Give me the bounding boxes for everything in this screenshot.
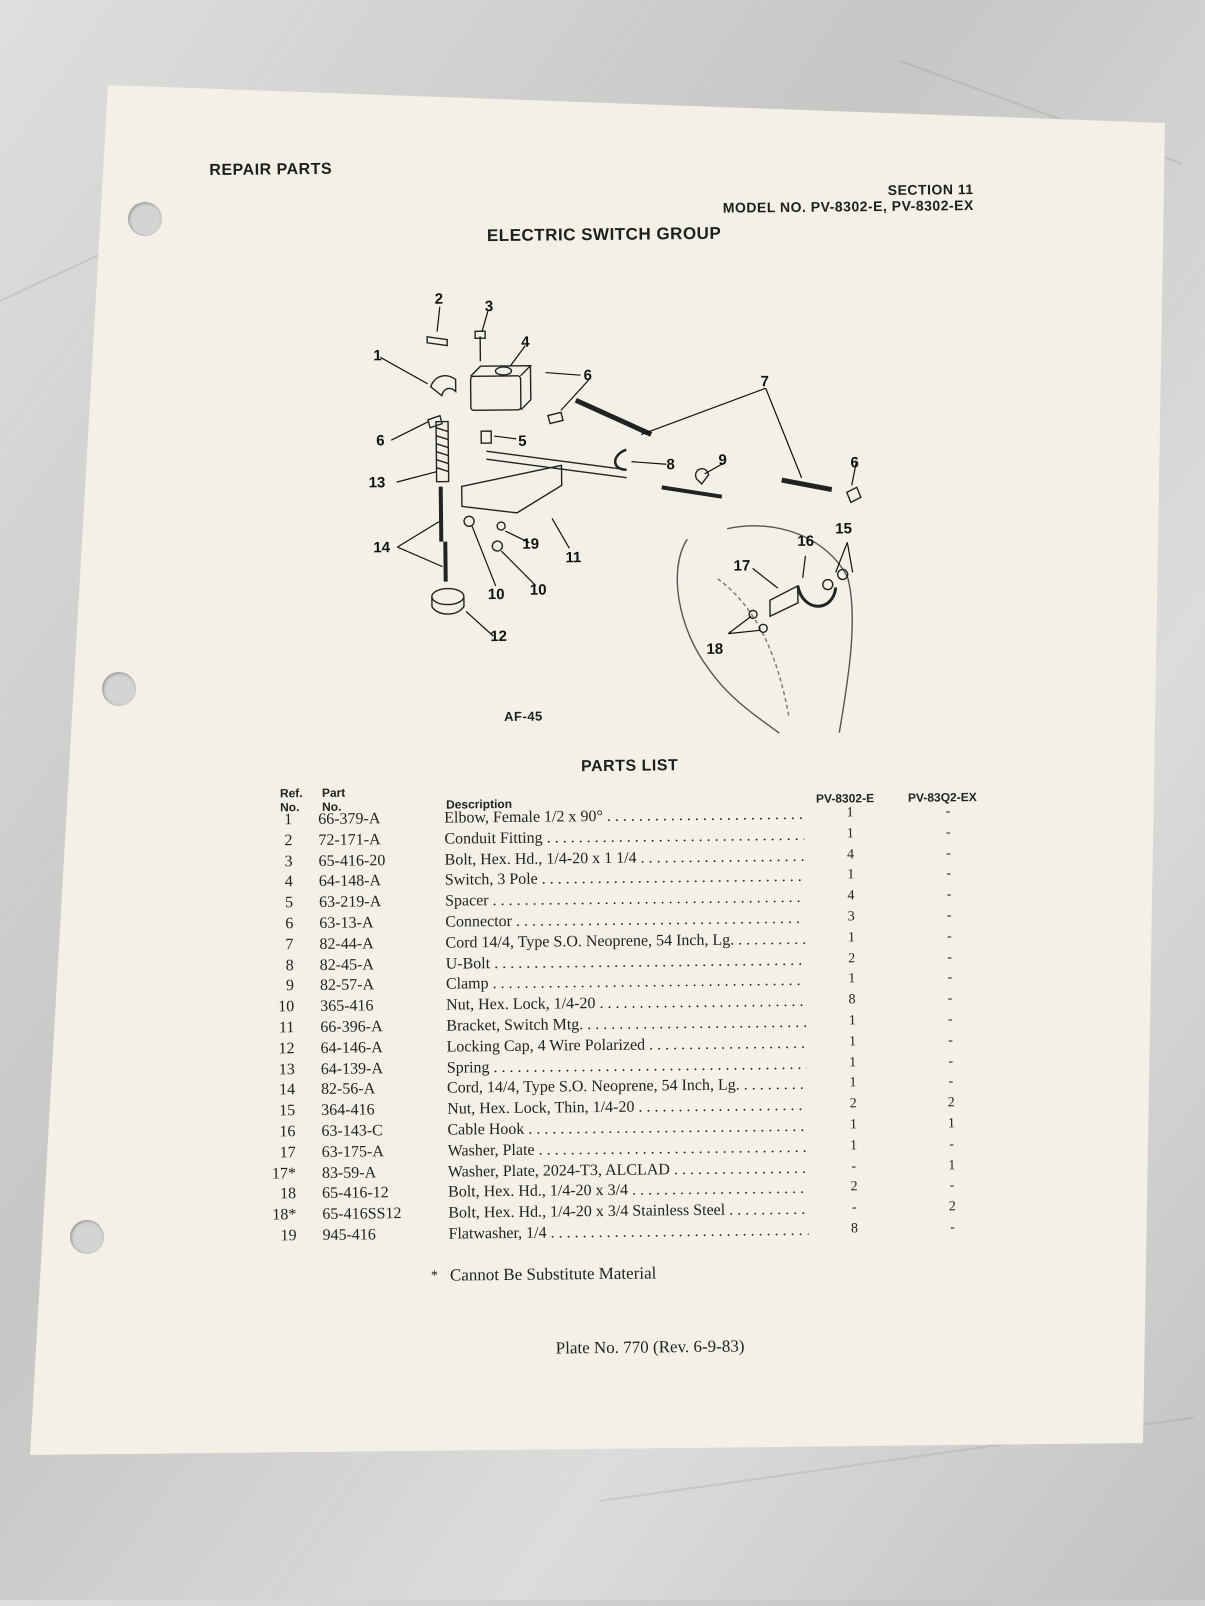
ref-number: 19 xyxy=(266,1227,296,1245)
callout-19: 19 xyxy=(522,536,539,553)
part-description: Connector . . . xyxy=(445,910,805,932)
ref-number: 15 xyxy=(265,1102,295,1120)
part-description: Flatwasher, 1/4 . . . xyxy=(448,1222,808,1244)
qty-pv-8302-ex: - xyxy=(939,908,959,924)
qty-pv-8302-ex: - xyxy=(941,1075,961,1091)
ref-number: 13 xyxy=(265,1061,295,1079)
part-description: Elbow, Female 1/2 x 90° . . . xyxy=(444,806,804,828)
part-number: 65-416-20 xyxy=(319,852,386,871)
ref-number: 10 xyxy=(264,998,294,1016)
callout-16: 16 xyxy=(797,533,814,550)
callout-3: 3 xyxy=(485,298,494,315)
qty-pv-8302-e: 4 xyxy=(841,888,861,904)
qty-pv-8302-e: 1 xyxy=(844,1138,864,1154)
connector xyxy=(847,487,861,502)
qty-pv-8302-ex: - xyxy=(941,1054,961,1070)
callout-14: 14 xyxy=(373,539,391,556)
repair-parts-heading: REPAIR PARTS xyxy=(209,161,332,180)
callout-7: 7 xyxy=(761,373,770,390)
qty-pv-8302-e: 1 xyxy=(843,1076,863,1092)
callout-8: 8 xyxy=(666,456,675,473)
qty-pv-8302-e: 1 xyxy=(843,1055,863,1071)
locking-cap xyxy=(432,588,464,604)
part-number: 82-57-A xyxy=(320,977,374,996)
conduit-fitting xyxy=(427,337,447,346)
callout-13: 13 xyxy=(369,474,386,491)
col-header-pv-8302-e: PV-8302-E xyxy=(816,791,874,806)
qty-pv-8302-e: 1 xyxy=(840,805,860,821)
ref-number: 3 xyxy=(263,853,293,871)
qty-pv-8302-e: 1 xyxy=(842,1034,862,1050)
cord xyxy=(782,480,832,491)
qty-pv-8302-e: 3 xyxy=(841,909,861,925)
part-number: 365-416 xyxy=(320,998,374,1017)
qty-pv-8302-ex: - xyxy=(938,804,958,820)
callout-6: 6 xyxy=(850,454,859,471)
qty-pv-8302-e: - xyxy=(844,1200,864,1216)
part-number: 63-219-A xyxy=(319,893,381,912)
part-number: 64-139-A xyxy=(321,1060,383,1079)
model-number: MODEL NO. PV-8302-E, PV-8302-EX xyxy=(654,197,974,216)
col-header-description: Description xyxy=(446,797,512,812)
qty-pv-8302-e: 1 xyxy=(842,972,862,988)
ref-number: 16 xyxy=(265,1123,295,1141)
qty-pv-8302-ex: - xyxy=(939,929,959,945)
qty-pv-8302-ex: - xyxy=(939,867,959,883)
ref-number: 17* xyxy=(266,1165,296,1183)
part-description: Switch, 3 Pole . . . xyxy=(445,868,805,890)
u-bolt xyxy=(615,450,626,470)
lock-nut xyxy=(464,516,474,526)
part-description: Cord, 14/4, Type S.O. Neoprene, 54 Inch, Lg. . . . xyxy=(447,1076,807,1098)
qty-pv-8302-e: 8 xyxy=(844,1221,864,1237)
qty-pv-8302-ex: 1 xyxy=(942,1158,962,1174)
switch-box xyxy=(471,376,521,411)
part-number: 63-175-A xyxy=(322,1143,384,1162)
part-description: Bolt, Hex. Hd., 1/4-20 x 3/4 Stainless Steel . . . xyxy=(448,1201,808,1223)
ref-number: 6 xyxy=(263,915,293,933)
exploded-parts-diagram xyxy=(355,277,900,743)
callout-15: 15 xyxy=(835,520,852,537)
qty-pv-8302-e: 1 xyxy=(841,868,861,884)
part-number: 64-146-A xyxy=(320,1039,382,1058)
ref-number: 2 xyxy=(262,832,292,850)
qty-pv-8302-ex: - xyxy=(940,1033,960,1049)
part-number: 65-416-12 xyxy=(322,1185,389,1204)
switch-bracket xyxy=(461,465,561,513)
ref-number: 4 xyxy=(263,874,293,892)
part-number: 63-143-C xyxy=(321,1122,383,1141)
part-description: Nut, Hex. Lock, 1/4-20 . . . xyxy=(446,993,806,1015)
qty-pv-8302-ex: - xyxy=(939,887,959,903)
clamp xyxy=(696,469,709,484)
part-number: 82-45-A xyxy=(320,956,374,975)
switch-box-side xyxy=(520,366,530,410)
qty-pv-8302-ex: - xyxy=(942,1137,962,1153)
qty-pv-8302-ex: 2 xyxy=(941,1095,961,1111)
part-number: 65-416SS12 xyxy=(322,1205,401,1224)
part-number: 64-148-A xyxy=(319,873,381,892)
part-number: 66-396-A xyxy=(320,1018,382,1037)
part-description: Cable Hook . . . xyxy=(447,1118,807,1140)
clamp-rod xyxy=(662,487,722,498)
qty-pv-8302-e: - xyxy=(844,1159,864,1175)
part-description: Clamp . . . xyxy=(446,972,806,994)
qty-pv-8302-e: 2 xyxy=(843,1096,863,1112)
qty-pv-8302-e: 4 xyxy=(841,847,861,863)
callout-6: 6 xyxy=(583,367,592,384)
part-description: Nut, Hex. Lock, Thin, 1/4-20 . . . xyxy=(447,1097,807,1119)
qty-pv-8302-ex: - xyxy=(940,991,960,1007)
ref-number: 5 xyxy=(263,894,293,912)
callout-5: 5 xyxy=(518,433,527,450)
qty-pv-8302-ex: - xyxy=(940,950,960,966)
footnote-mark: * xyxy=(431,1269,438,1285)
callout-11: 11 xyxy=(565,549,581,566)
plate-number: Plate No. 770 (Rev. 6-9-83) xyxy=(556,1337,745,1359)
ref-number: 14 xyxy=(265,1082,295,1100)
qty-pv-8302-e: 1 xyxy=(840,826,860,842)
callout-10: 10 xyxy=(530,582,547,599)
callout-1: 1 xyxy=(373,347,382,364)
ref-number: 11 xyxy=(264,1019,294,1037)
part-description: Spring . . . xyxy=(447,1055,807,1077)
part-description: Washer, Plate, 2024-T3, ALCLAD . . . xyxy=(448,1159,808,1181)
part-number: 66-379-A xyxy=(318,810,380,829)
spacer xyxy=(481,431,491,443)
washer-plate xyxy=(770,586,798,616)
spring-coils xyxy=(436,428,448,472)
qty-pv-8302-ex: 2 xyxy=(942,1199,962,1215)
part-description: Bolt, Hex. Hd., 1/4-20 x 1 1/4 . . . xyxy=(445,847,805,869)
callout-2: 2 xyxy=(435,291,444,308)
qty-pv-8302-e: 1 xyxy=(843,1117,863,1133)
qty-pv-8302-e: 8 xyxy=(842,992,862,1008)
part-description: Bolt, Hex. Hd., 1/4-20 x 3/4 . . . xyxy=(448,1180,808,1202)
lock-nut xyxy=(492,541,502,551)
footnote: Cannot Be Substitute Material xyxy=(450,1263,657,1285)
ref-number: 17 xyxy=(266,1144,296,1162)
tractor-outline xyxy=(677,538,779,734)
ref-number: 8 xyxy=(264,957,294,975)
leader-lines xyxy=(380,302,858,637)
connector xyxy=(548,412,563,423)
qty-pv-8302-ex: - xyxy=(939,846,959,862)
switch-knob xyxy=(495,367,511,375)
flatwasher xyxy=(497,522,505,530)
qty-pv-8302-ex: - xyxy=(938,825,958,841)
callout-4: 4 xyxy=(521,334,530,351)
lock-nut-thin xyxy=(823,580,833,590)
diagram-caption: AF-45 xyxy=(504,709,543,724)
part-description: Cord 14/4, Type S.O. Neoprene, 54 Inch, Lg. . . . xyxy=(445,931,805,953)
part-description: Bracket, Switch Mtg. . . . xyxy=(446,1014,806,1036)
qty-pv-8302-e: 1 xyxy=(842,1013,862,1029)
part-number: 63-13-A xyxy=(319,914,373,933)
qty-pv-8302-e: 1 xyxy=(841,930,861,946)
qty-pv-8302-ex: - xyxy=(942,1220,962,1236)
section-label: SECTION 11 xyxy=(854,181,974,198)
callout-18: 18 xyxy=(706,641,723,658)
col-header-part: Part No. xyxy=(322,786,356,814)
part-description: Washer, Plate . . . xyxy=(448,1139,808,1161)
part-number: 72-171-A xyxy=(318,831,380,850)
callout-10: 10 xyxy=(488,586,505,603)
col-header-ref: Ref. No. xyxy=(280,786,314,814)
ref-number: 12 xyxy=(264,1040,294,1058)
cord xyxy=(441,487,442,542)
parts-list-table xyxy=(262,804,1007,812)
ref-number: 7 xyxy=(263,936,293,954)
part-number: 83-59-A xyxy=(322,1164,376,1183)
elbow-fitting xyxy=(431,376,456,396)
ref-number: 9 xyxy=(264,978,294,996)
qty-pv-8302-ex: - xyxy=(940,971,960,987)
cord xyxy=(576,399,651,435)
part-number: 82-44-A xyxy=(319,935,373,954)
ref-number: 1 xyxy=(262,811,292,829)
part-description: Locking Cap, 4 Wire Polarized . . . xyxy=(446,1035,806,1057)
parts-list-title: PARTS LIST xyxy=(540,757,720,777)
callout-12: 12 xyxy=(490,628,507,645)
ref-number: 18 xyxy=(266,1186,296,1204)
part-number: 82-56-A xyxy=(321,1081,375,1100)
ref-number: 18* xyxy=(266,1206,296,1224)
callout-6: 6 xyxy=(376,432,385,449)
callout-9: 9 xyxy=(718,452,727,469)
qty-pv-8302-ex: 1 xyxy=(941,1116,961,1132)
tractor-outline xyxy=(718,578,789,719)
page-title: ELECTRIC SWITCH GROUP xyxy=(454,223,754,246)
qty-pv-8302-ex: - xyxy=(940,1012,960,1028)
qty-pv-8302-ex: - xyxy=(942,1179,962,1195)
callout-17: 17 xyxy=(733,557,750,574)
part-number: 945-416 xyxy=(322,1226,376,1245)
tractor-outline xyxy=(727,525,853,734)
part-number: 364-416 xyxy=(321,1102,375,1121)
part-description: U-Bolt . . . xyxy=(446,951,806,973)
part-description: Spacer . . . xyxy=(445,889,805,911)
part-description: Conduit Fitting . . . xyxy=(444,827,804,849)
qty-pv-8302-e: 2 xyxy=(842,951,862,967)
col-header-pv-8302-ex: PV-83Q2-EX xyxy=(908,790,977,805)
qty-pv-8302-e: 2 xyxy=(844,1180,864,1196)
locking-cap-body xyxy=(432,596,464,614)
